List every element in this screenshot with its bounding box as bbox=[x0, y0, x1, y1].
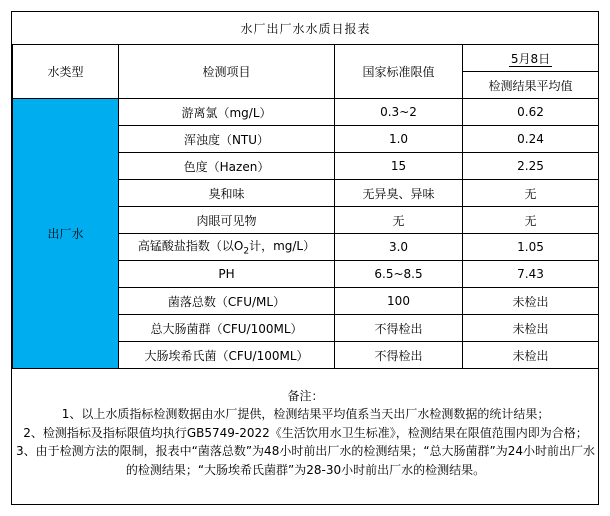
limit-value: 不得检出 bbox=[335, 315, 463, 342]
result-value: 无 bbox=[463, 207, 599, 234]
test-item-name: 浑浊度（NTU） bbox=[119, 126, 335, 153]
header-national-limit: 国家标准限值 bbox=[335, 45, 463, 99]
header-row-1 bbox=[13, 45, 599, 72]
notes-line-3: 3、由于检测方法的限制，报表中“菌落总数”为48小时前出厂水的检测结果；“总大肠菌群”为24小时前出厂水的检测结果；“大肠埃希氏菌群”为28-30小时前出厂水的检测结果。 bbox=[15, 444, 596, 477]
limit-value: 3.0 bbox=[335, 234, 463, 261]
limit-value: 100 bbox=[335, 288, 463, 315]
header-test-item: 检测项目 bbox=[119, 45, 335, 99]
test-item-name: 菌落总数（CFU/ML） bbox=[119, 288, 335, 315]
limit-value: 不得检出 bbox=[335, 342, 463, 369]
report-date-value: 5月8日 bbox=[510, 51, 551, 66]
result-value: 2.25 bbox=[463, 153, 599, 180]
result-value: 无 bbox=[463, 180, 599, 207]
limit-value: 无 bbox=[335, 207, 463, 234]
limit-value: 15 bbox=[335, 153, 463, 180]
result-value: 未检出 bbox=[463, 288, 599, 315]
test-item-name: 总大肠菌群（CFU/100ML） bbox=[119, 315, 335, 342]
test-item-name: 色度（Hazen） bbox=[119, 153, 335, 180]
header-water-type: 水类型 bbox=[13, 45, 119, 99]
header-result-average: 检测结果平均值 bbox=[463, 72, 599, 99]
notes-row bbox=[13, 369, 599, 498]
limit-value: 0.3~2 bbox=[335, 99, 463, 126]
test-item-name: PH bbox=[119, 261, 335, 288]
header-date bbox=[463, 45, 599, 72]
notes-label: 备注： bbox=[287, 388, 324, 403]
result-value: 7.43 bbox=[463, 261, 599, 288]
water-type-value: 出厂水 bbox=[13, 99, 119, 369]
notes-line-2: 2、检测指标及指标限值均执行GB5749-2022《生活饮用水卫生标准》，检测结果在限值范围内即为合格； bbox=[23, 425, 588, 440]
test-item-name: 大肠埃希氏菌（CFU/100ML） bbox=[119, 342, 335, 369]
test-item-name: 游离氯（mg/L） bbox=[119, 99, 335, 126]
test-item-name: 臭和味 bbox=[119, 180, 335, 207]
table-row bbox=[13, 99, 599, 126]
result-value: 0.62 bbox=[463, 99, 599, 126]
test-item-name: 肉眼可见物 bbox=[119, 207, 335, 234]
limit-value: 1.0 bbox=[335, 126, 463, 153]
notes-block bbox=[13, 369, 599, 498]
limit-value: 无异臭、异味 bbox=[335, 180, 463, 207]
result-value: 0.24 bbox=[463, 126, 599, 153]
water-quality-report-table bbox=[12, 12, 599, 497]
report-sheet bbox=[11, 11, 599, 505]
title-row bbox=[13, 12, 599, 45]
result-value: 未检出 bbox=[463, 342, 599, 369]
page-title: 水厂出厂水水质日报表 bbox=[13, 12, 599, 45]
test-item-name: 高锰酸盐指数（以$O_2$计，mg/L） bbox=[119, 234, 335, 261]
limit-value: 6.5~8.5 bbox=[335, 261, 463, 288]
result-value: 未检出 bbox=[463, 315, 599, 342]
notes-line-1: 1、以上水质指标检测数据由水厂提供，检测结果平均值系当天出厂水检测数据的统计结果； bbox=[61, 407, 550, 422]
result-value: 1.05 bbox=[463, 234, 599, 261]
